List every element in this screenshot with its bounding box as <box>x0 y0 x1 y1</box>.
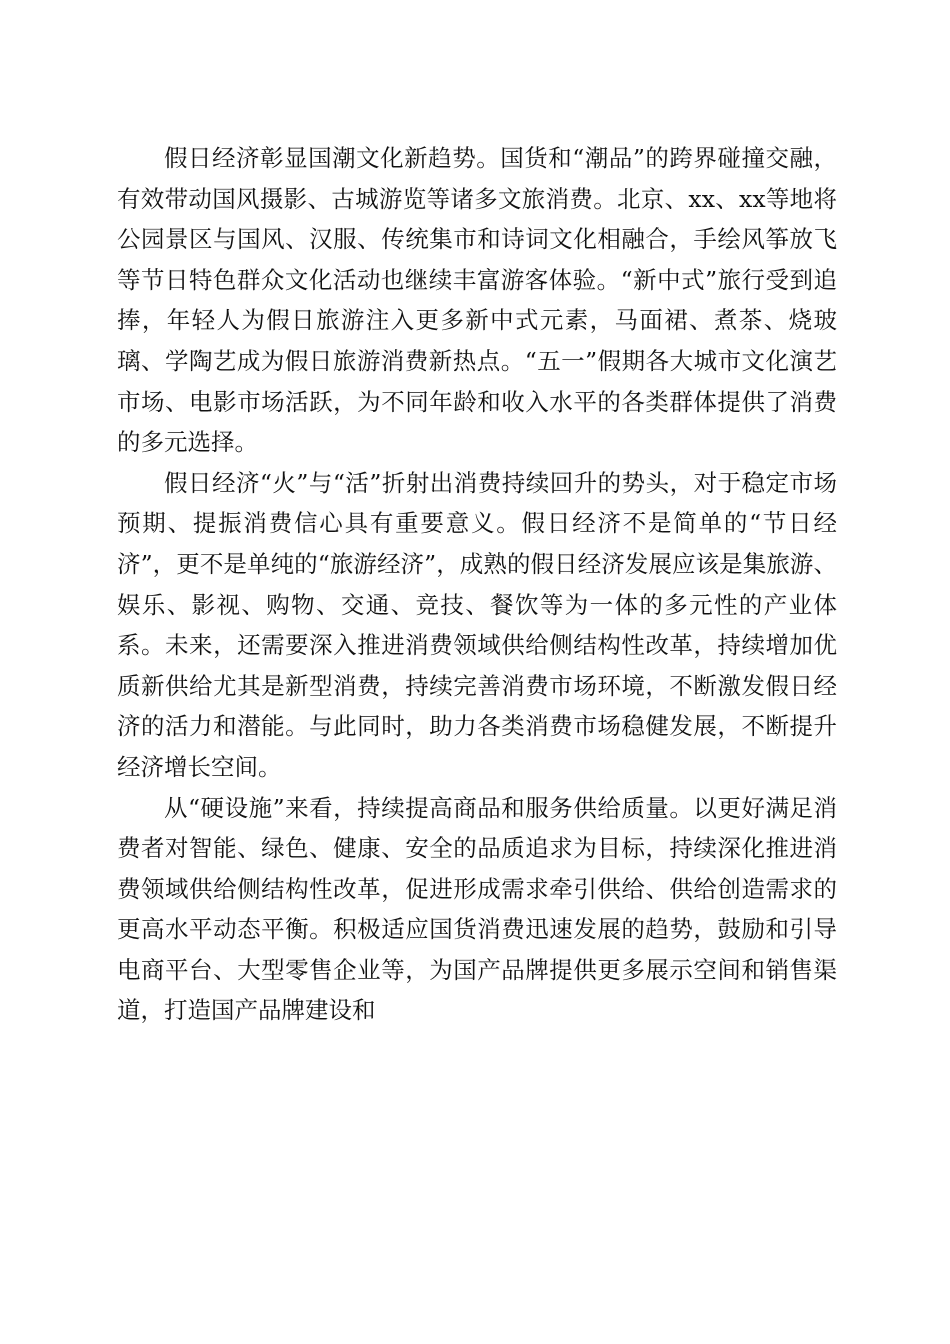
body-text <box>117 138 837 1031</box>
paragraph-guochao-trend: 假日经济彰显国潮文化新趋势。国货和“潮品”的跨界碰撞交融，有效带动国风摄影、古城游览等诸多文旅消费。北京、xx、xx等地将公园景区与国风、汉服、传统集市和诗词文化相融合，手绘风筝放飞等节日特色群众文化活动也继续丰富游客体验。“新中式”旅行受到追捧，年轻人为假日旅游注入更多新中式元素，马面裙、煮茶、烧玻璃、学陶艺成为假日旅游消费新热点。“五一”假期各大城市文化演艺市场、电影市场活跃，为不同年龄和收入水平的各类群体提供了消费的多元选择。 <box>117 144 837 457</box>
paragraph-holiday-economy: 假日经济“火”与“活”折射出消费持续回升的势头，对于稳定市场预期、提振消费信心具有重要意义。假日经济不是简单的“节日经济”，更不是单纯的“旅游经济”，成熟的假日经济发展应该是集旅游、娱乐、影视、购物、交通、竞技、餐饮等为一体的多元性的产业体系。未来，还需要深入推进消费领域供给侧结构性改革，持续增加优质新供给尤其是新型消费，持续完善消费市场环境，不断激发假日经济的活力和潜能。与此同时，助力各类消费市场稳健发展，不断提升经济增长空间。 <box>117 468 837 781</box>
paragraph-hard-facilities: 从“硬设施”来看，持续提高商品和服务供给质量。以更好满足消费者对智能、绿色、健康、安全的品质追求为目标，持续深化推进消费领域供给侧结构性改革，促进形成需求牵引供给、供给创造需求的更高水平动态平衡。积极适应国货消费迅速发展的趋势，鼓励和引导电商平台、大型零售企业等，为国产品牌提供更多展示空间和销售渠道，打造国产品牌建设和 <box>117 793 837 1025</box>
